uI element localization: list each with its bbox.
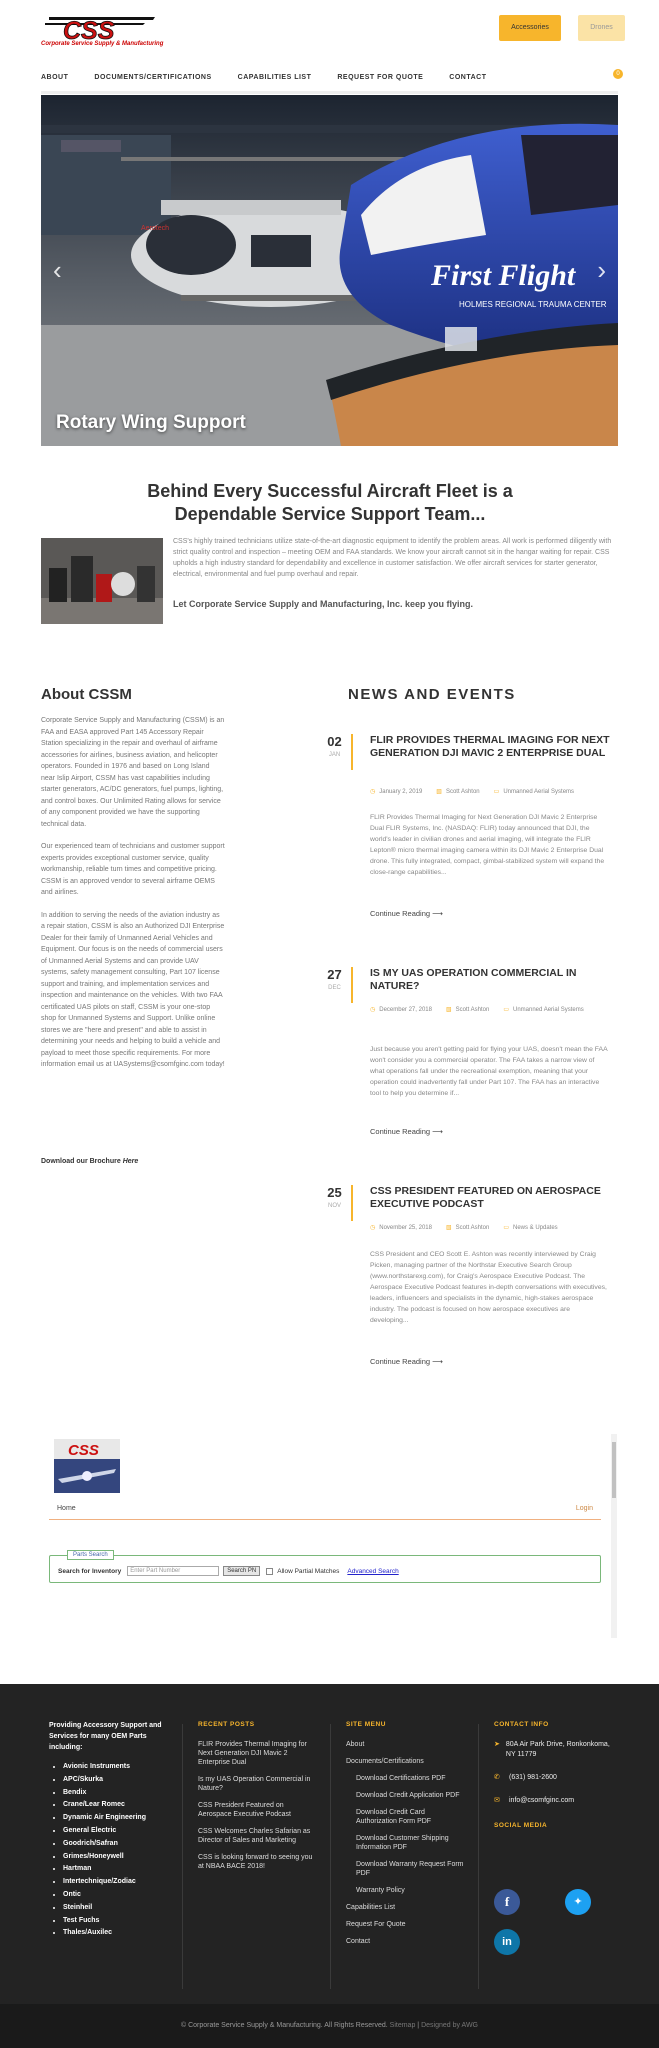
post-month: JAN (328, 752, 341, 758)
email-text[interactable]: info@csomfginc.com (509, 1797, 575, 1804)
widget-nav (49, 1500, 601, 1520)
site-menu-heading: SITE MENU (346, 1721, 386, 1728)
post-excerpt: Just because you aren't getting paid for flying your UAS, doesn't mean the FAA won't consider you a commercial operator. The FAA takes a narrow view of what operations fall under the recreational exemption, meaning that your operation could inadvertently fall under Part 107. The FAA has an interactive tool to help you determine if... (370, 1046, 608, 1097)
post-day: 02 (327, 734, 342, 749)
news-heading: NEWS AND EVENTS (348, 686, 516, 703)
folder-icon: ▭ (503, 1007, 509, 1013)
phone-row (494, 1773, 614, 1783)
about-paragraph: In addition to serving the needs of the aviation industry as a repair station, CSSM is also an Authorized DJI Enterprise Dealer for their family of Unmanned Aerial Vehicles and Equipment. Our focus is on the needs of commercial users of Unmanned Aerial Systems and can provide UAV systems, safety management consulting, Part 107 license support and training, and implementation services and inspection and maintenance on the vehicles. With two FAA certificated UAS pilots on staff, CSSM is your one-stop shop for Unmanned Systems and Support. Unlike online stores we are "here and present" and able to assist in determining your needs and helping to build a vehicle and payload to meet those specific requirements. For more information email us at UASystems@csomfginc.com today! (41, 911, 225, 1068)
clock-icon: ◷ (370, 789, 376, 795)
footer-recent-posts (198, 1721, 316, 1879)
hero-banner-text: First Flight (431, 259, 576, 292)
widget-scrollbar[interactable] (611, 1434, 617, 1638)
partial-match-label: Allow Partial Matches (277, 1567, 340, 1575)
nav-quote[interactable]: REQUEST FOR QUOTE (337, 74, 424, 81)
address-text: 80A Air Park Drive, Ronkonkoma, NY 11779 (505, 1741, 610, 1758)
author-icon: ▧ (445, 1225, 452, 1231)
post-meta-author[interactable]: Scott Ashton (455, 1225, 490, 1231)
hero-slider (41, 95, 618, 446)
oem-item: • Steinheil (63, 1902, 179, 1915)
about-paragraph: Corporate Service Supply and Manufacturing (CSSM) is an FAA and EASA approved Part 145 Accessory Repair Station specializing in the repair and overhaul of airframe accessories for airlines, business aviation, and helicopter operators. Founded in 1976 and based on Long Island near Islip Airport, CSSM has vast capabilities including starter generators, AC/DC generators, fuel pumps, lighting, and control boxes. Our Unlimited Rating allows for service of any component provided we have the supporting technical data. (41, 717, 225, 828)
footer-contact (494, 1721, 614, 1971)
post-month: DEC (328, 985, 341, 991)
about-text (41, 715, 225, 1082)
phone-text[interactable]: (631) 981-2600 (509, 1774, 557, 1781)
arrow-right-icon: ⟶ (432, 1357, 443, 1366)
submenu-link[interactable]: Download Warranty Request Form PDF (356, 1861, 464, 1877)
oem-item: • Test Fuchs (63, 1915, 179, 1928)
recent-post-link[interactable]: FLIR Provides Thermal Imaging for Next Generation DJI Mavic 2 Enterprise Dual (198, 1741, 307, 1766)
menu-link-contact[interactable]: Contact (346, 1938, 371, 1945)
site-footer (0, 1684, 659, 2004)
scrollbar-thumb[interactable] (612, 1442, 616, 1498)
hero-booth-text: Aerotech (141, 225, 170, 232)
submenu-link[interactable]: Download Certifications PDF (356, 1775, 446, 1782)
sitemap-link[interactable]: Sitemap (389, 2022, 416, 2029)
folder-icon: ▭ (493, 789, 500, 795)
author-icon: ▧ (436, 789, 442, 795)
recent-post-link[interactable]: CSS is looking forward to seeing you at NBAA BACE 2018! (198, 1854, 313, 1870)
logo-graphic (45, 13, 155, 41)
tagline: Behind Every Successful Aircraft Fleet is a Dependable Service Support Team... (147, 481, 513, 524)
location-arrow-icon: ➤ (494, 1741, 500, 1748)
brochure-line (41, 1158, 138, 1165)
drones-button[interactable]: Drones (578, 15, 625, 41)
post-meta-date: December 27, 2018 (379, 1007, 432, 1013)
footer-divider (478, 1724, 479, 1989)
footer-intro: Providing Accessory Support and Services for many OEM Parts including: (49, 1722, 162, 1751)
partial-match-checkbox[interactable] (266, 1568, 273, 1575)
parts-search-tab[interactable]: Parts Search (67, 1550, 114, 1560)
post-date (318, 967, 351, 991)
author-icon: ▧ (445, 1007, 452, 1013)
post-day: 25 (327, 1185, 342, 1200)
continue-reading-link[interactable]: Continue Reading ⟶ (370, 1127, 443, 1136)
widget-logo-text: CSS (68, 1442, 99, 1459)
search-label: Search for Inventory (58, 1567, 122, 1575)
post-accent-bar (351, 1185, 353, 1221)
main-nav (41, 74, 512, 86)
oem-item: • Thales/Auxilec (63, 1927, 179, 1940)
continue-reading-link[interactable]: Continue Reading ⟶ (370, 1357, 443, 1366)
oem-item: • Hartman (63, 1863, 179, 1876)
post-title[interactable]: IS MY UAS OPERATION COMMERCIAL IN NATURE? (370, 967, 577, 992)
facebook-icon[interactable]: f (494, 1889, 520, 1915)
oem-item: • Ontic (63, 1889, 179, 1902)
email-row (494, 1796, 614, 1806)
post-meta-category[interactable]: Unmanned Aerial Systems (503, 789, 575, 795)
widget-login-link[interactable]: Login (575, 1505, 593, 1512)
envelope-icon: ✉ (494, 1797, 500, 1804)
post-meta-author[interactable]: Scott Ashton (445, 789, 480, 795)
post-excerpt: FLIR Provides Thermal Imaging for Next Generation DJI Mavic 2 Enterprise Dual FLIR Systems, Inc. (NASDAQ: FLIR) today announced that DJI, the world's leader in civilian drones and aerial imaging, will integrate the FLIR Lepton® micro thermal imaging camera within its DJI Mavic 2 Enterprise Dual drone. This fully integrated, compact, gimbal-stabilized system will expand the close-range capabilities... (370, 814, 605, 876)
recent-post-link[interactable]: Is my UAS Operation Commercial in Nature? (198, 1776, 311, 1792)
submenu-link[interactable]: Download Credit Card Authorization Form PDF (356, 1809, 432, 1825)
post-meta (370, 788, 620, 801)
post-meta (370, 1224, 620, 1237)
oem-item: • Dynamic Air Engineering (63, 1812, 179, 1825)
post-date (318, 734, 351, 758)
menu-link-capabilities[interactable]: Capabilities List (346, 1904, 396, 1911)
brochure-label: Download our Brochure (41, 1158, 121, 1165)
phone-icon: ✆ (494, 1774, 500, 1781)
logo-text: CSS (63, 17, 115, 41)
oem-item: • Avionic Instruments (63, 1761, 179, 1774)
site-logo[interactable] (41, 13, 164, 50)
address-row (494, 1740, 614, 1760)
nav-capabilities[interactable]: CAPABILITIES LIST (237, 74, 312, 81)
post-month: NOV (327, 1203, 341, 1209)
parts-search-row (58, 1566, 399, 1576)
contact-heading: CONTACT INFO (494, 1721, 549, 1728)
post-meta-category[interactable]: Unmanned Aerial Systems (513, 1007, 584, 1013)
about-heading: About CSSM (41, 686, 132, 703)
recent-post-link[interactable]: CSS Welcomes Charles Safarian as Director of Sales and Marketing (198, 1828, 311, 1844)
clock-icon: ◷ (370, 1225, 376, 1231)
oem-item: • Goodrich/Safran (63, 1838, 179, 1851)
oem-list (49, 1761, 179, 1940)
cart-icon[interactable]: 0 (613, 69, 623, 79)
parts-search-widget (41, 1434, 617, 1638)
brochure-link[interactable]: Here (122, 1158, 139, 1165)
recent-posts-heading: RECENT POSTS (198, 1721, 255, 1728)
designed-by-link[interactable]: Designed by AWG (421, 2022, 478, 2029)
copyright-text: © Corporate Service Supply & Manufacturing. All Rights Reserved. (181, 2022, 388, 2029)
recent-post-link[interactable]: CSS President Featured on Aerospace Executive Podcast (198, 1802, 291, 1818)
hero-caption: Rotary Wing Support (56, 412, 246, 433)
widget-logo (54, 1439, 120, 1493)
parts-search-box (49, 1552, 601, 1583)
post-meta-date: January 2, 2019 (379, 789, 423, 795)
post-day: 27 (327, 967, 342, 982)
about-paragraph: Our experienced team of technicians and customer support experts provides exceptional customer service, quality workmanship, reliable turn times and competitive pricing. CSSM is an approved vendor to several airframe OEMS and airlines. (41, 843, 225, 896)
copyright-bar: © Corporate Service Supply & Manufacturing. All Rights Reserved. Sitemap | Designed by AWG (0, 2004, 659, 2048)
part-number-input[interactable]: Enter Part Number (127, 1566, 219, 1576)
social-heading: SOCIAL MEDIA (494, 1822, 548, 1829)
prev-slide-icon[interactable]: ‹ (53, 255, 62, 285)
oem-item: • Grimes/Honeywell (63, 1851, 179, 1864)
oem-item: • General Electric (63, 1825, 179, 1838)
footer-divider (182, 1724, 183, 1989)
next-slide-icon[interactable]: › (597, 255, 606, 285)
submenu-link[interactable]: Download Customer Shipping Information PDF (356, 1835, 449, 1851)
submenu-link[interactable]: Warranty Policy (356, 1887, 405, 1894)
post-title[interactable]: CSS PRESIDENT FEATURED ON AEROSPACE EXECUTIVE PODCAST (370, 1185, 601, 1210)
footer-oem-column (49, 1720, 179, 1940)
post-accent-bar (351, 967, 353, 1003)
hero-image (41, 95, 618, 446)
submenu-link[interactable]: Download Credit Application PDF (356, 1792, 460, 1799)
folder-icon: ▭ (503, 1225, 509, 1231)
menu-link-documents[interactable]: Documents/Certifications (346, 1758, 424, 1765)
intro-cta: Let Corporate Service Supply and Manufacturing, Inc. keep you flying. (173, 599, 474, 609)
post-meta-category[interactable]: News & Updates (513, 1225, 558, 1231)
parts-image (41, 538, 163, 624)
oem-item: • Crane/Lear Romec (63, 1799, 179, 1812)
menu-link-about[interactable]: About (346, 1741, 365, 1748)
clock-icon: ◷ (370, 1007, 376, 1013)
linkedin-icon[interactable]: in (494, 1929, 520, 1955)
continue-reading-link[interactable]: Continue Reading ⟶ (370, 909, 443, 918)
nav-divider (41, 91, 618, 94)
widget-home-link[interactable]: Home (57, 1505, 76, 1512)
nav-documents[interactable]: DOCUMENTS/CERTIFICATIONS (94, 74, 212, 81)
post-title[interactable]: FLIR PROVIDES THERMAL IMAGING FOR NEXT GENERATION DJI MAVIC 2 ENTERPRISE DUAL (370, 734, 610, 759)
post-date (318, 1185, 351, 1209)
accessories-button[interactable]: Accessories (499, 15, 561, 41)
footer-site-menu (346, 1721, 464, 1954)
post-meta-date: November 25, 2018 (379, 1225, 432, 1231)
search-pn-button[interactable]: Search PN (223, 1566, 260, 1576)
post-accent-bar (351, 734, 353, 770)
arrow-right-icon: ⟶ (432, 909, 443, 918)
nav-contact[interactable]: CONTACT (449, 74, 487, 81)
post-excerpt: CSS President and CEO Scott E. Ashton was recently interviewed by Craig Picken, managing partner of the Northstar Executive Search Group (www.northstarexg.com), for Craig's Aerospace Executive Podcast. The Aerospace Executive Podcast features in-depth conversations with executives, leaders, influencers and specialists in the dynamic, high-stakes aerospace industry. The podcast is focused on how aerospace executives are developing... (370, 1251, 607, 1324)
arrow-right-icon: ⟶ (432, 1127, 443, 1136)
intro-text: CSS's highly trained technicians utilize state-of-the-art diagnostic equipment to identify the problem areas. All work is performed diligently with strict quality control and inspection – meeting OEM and FAA standards. We know your aircraft cannot sit in the hangar waiting for repair. CSS upholds a high industry standard for dependability and excellence in customer satisfaction. We offer aircraft services for starter generator, electrical, environmental and fuel pump overhaul and repair. (173, 538, 612, 578)
post-meta-author[interactable]: Scott Ashton (455, 1007, 490, 1013)
advanced-search-link[interactable]: Advanced Search (347, 1567, 399, 1575)
oem-item: • APC/Skurka (63, 1774, 179, 1787)
twitter-icon[interactable]: ✦ (565, 1889, 591, 1915)
nav-about[interactable]: ABOUT (41, 74, 69, 81)
logo-subtitle: Corporate Service Supply & Manufacturing (41, 41, 164, 47)
oem-item: • Intertechnique/Zodiac (63, 1876, 179, 1889)
post-meta (370, 1006, 620, 1019)
menu-link-quote[interactable]: Request For Quote (346, 1921, 406, 1928)
hero-banner-sub: HOLMES REGIONAL TRAUMA CENTER (459, 300, 607, 309)
oem-item: • Bendix (63, 1787, 179, 1800)
footer-divider (330, 1724, 331, 1989)
